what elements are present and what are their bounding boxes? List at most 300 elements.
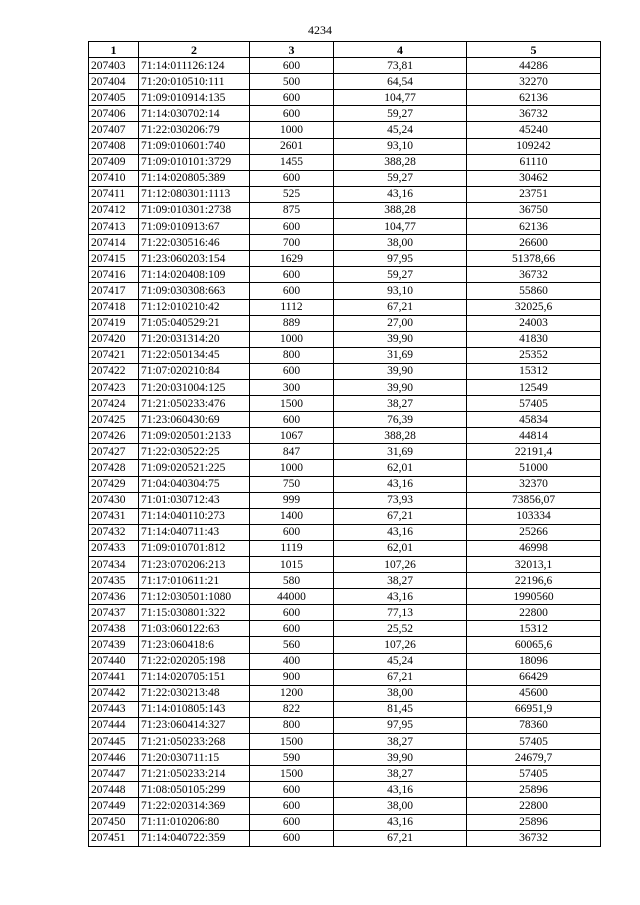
cadastral-number-cell: 71:01:030712:43 (139, 492, 250, 508)
area-cell: 822 (250, 701, 334, 717)
table-row (89, 605, 601, 621)
table-row (89, 637, 601, 653)
record-number-cell: 207430 (89, 492, 139, 508)
table-row (89, 669, 601, 685)
cadastral-number-cell: 71:14:040711:43 (139, 524, 250, 540)
table-row (89, 202, 601, 218)
table-row (89, 283, 601, 299)
table-row (89, 734, 601, 750)
cadastral-number-cell: 71:23:060430:69 (139, 412, 250, 428)
value-cell: 109242 (467, 138, 601, 154)
value-cell: 51378,66 (467, 251, 601, 267)
table-row (89, 830, 601, 846)
record-number-cell: 207407 (89, 122, 139, 138)
area-cell: 1500 (250, 766, 334, 782)
value-cell: 25896 (467, 814, 601, 830)
rate-cell: 93,10 (334, 283, 467, 299)
column-header-4: 4 (334, 42, 467, 58)
area-cell: 600 (250, 58, 334, 74)
area-cell: 600 (250, 524, 334, 540)
rate-cell: 43,16 (334, 186, 467, 202)
record-number-cell: 207404 (89, 74, 139, 90)
rate-cell: 388,28 (334, 154, 467, 170)
value-cell: 55860 (467, 283, 601, 299)
area-cell: 525 (250, 186, 334, 202)
value-cell: 36750 (467, 202, 601, 218)
record-number-cell: 207412 (89, 202, 139, 218)
area-cell: 500 (250, 74, 334, 90)
value-cell: 103334 (467, 508, 601, 524)
rate-cell: 38,00 (334, 685, 467, 701)
area-cell: 600 (250, 782, 334, 798)
record-number-cell: 207414 (89, 235, 139, 251)
value-cell: 30462 (467, 170, 601, 186)
rate-cell: 38,00 (334, 798, 467, 814)
area-cell: 600 (250, 621, 334, 637)
record-number-cell: 207421 (89, 347, 139, 363)
rate-cell: 81,45 (334, 701, 467, 717)
rate-cell: 45,24 (334, 653, 467, 669)
cadastral-number-cell: 71:09:010913:67 (139, 219, 250, 235)
rate-cell: 38,27 (334, 573, 467, 589)
rate-cell: 67,21 (334, 299, 467, 315)
value-cell: 66429 (467, 669, 601, 685)
value-cell: 36732 (467, 830, 601, 846)
value-cell: 45834 (467, 412, 601, 428)
rate-cell: 38,27 (334, 766, 467, 782)
value-cell: 26600 (467, 235, 601, 251)
rate-cell: 104,77 (334, 90, 467, 106)
record-number-cell: 207408 (89, 138, 139, 154)
cadastral-number-cell: 71:22:020314:369 (139, 798, 250, 814)
page-number: 4234 (308, 23, 332, 37)
record-number-cell: 207444 (89, 717, 139, 733)
area-cell: 1500 (250, 734, 334, 750)
record-number-cell: 207427 (89, 444, 139, 460)
value-cell: 60065,6 (467, 637, 601, 653)
record-number-cell: 207437 (89, 605, 139, 621)
cadastral-number-cell: 71:22:020205:198 (139, 653, 250, 669)
value-cell: 41830 (467, 331, 601, 347)
table-row (89, 750, 601, 766)
rate-cell: 38,00 (334, 235, 467, 251)
rate-cell: 43,16 (334, 814, 467, 830)
area-cell: 1067 (250, 428, 334, 444)
table-row (89, 540, 601, 556)
area-cell: 999 (250, 492, 334, 508)
area-cell: 750 (250, 476, 334, 492)
record-number-cell: 207420 (89, 331, 139, 347)
rate-cell: 388,28 (334, 202, 467, 218)
cadastral-number-cell: 71:09:030308:663 (139, 283, 250, 299)
rate-cell: 43,16 (334, 524, 467, 540)
record-number-cell: 207451 (89, 830, 139, 846)
area-cell: 1000 (250, 460, 334, 476)
value-cell: 73856,07 (467, 492, 601, 508)
table-row (89, 251, 601, 267)
cadastral-number-cell: 71:20:031004:125 (139, 379, 250, 395)
table-row (89, 701, 601, 717)
table-row (89, 347, 601, 363)
column-header-5: 5 (467, 42, 601, 58)
value-cell: 66951,9 (467, 701, 601, 717)
value-cell: 44286 (467, 58, 601, 74)
record-number-cell: 207448 (89, 782, 139, 798)
cadastral-number-cell: 71:17:010611:21 (139, 573, 250, 589)
value-cell: 51000 (467, 460, 601, 476)
record-number-cell: 207435 (89, 573, 139, 589)
value-cell: 22800 (467, 798, 601, 814)
record-number-cell: 207443 (89, 701, 139, 717)
table-row (89, 74, 601, 90)
value-cell: 62136 (467, 90, 601, 106)
cadastral-number-cell: 71:14:040722:359 (139, 830, 250, 846)
cadastral-number-cell: 71:23:060203:154 (139, 251, 250, 267)
table-row (89, 363, 601, 379)
cadastral-number-cell: 71:22:030206:79 (139, 122, 250, 138)
record-number-cell: 207438 (89, 621, 139, 637)
rate-cell: 43,16 (334, 476, 467, 492)
rate-cell: 45,24 (334, 122, 467, 138)
area-cell: 600 (250, 363, 334, 379)
rate-cell: 62,01 (334, 540, 467, 556)
rate-cell: 43,16 (334, 782, 467, 798)
area-cell: 300 (250, 379, 334, 395)
value-cell: 22800 (467, 605, 601, 621)
record-number-cell: 207433 (89, 540, 139, 556)
value-cell: 15312 (467, 363, 601, 379)
area-cell: 2601 (250, 138, 334, 154)
rate-cell: 39,90 (334, 379, 467, 395)
record-number-cell: 207422 (89, 363, 139, 379)
rate-cell: 38,27 (334, 734, 467, 750)
record-number-cell: 207405 (89, 90, 139, 106)
area-cell: 600 (250, 830, 334, 846)
rate-cell: 67,21 (334, 669, 467, 685)
table-row (89, 444, 601, 460)
cadastral-number-cell: 71:23:060414:327 (139, 717, 250, 733)
rate-cell: 73,81 (334, 58, 467, 74)
cadastral-number-cell: 71:08:050105:299 (139, 782, 250, 798)
cadastral-number-cell: 71:21:050233:476 (139, 396, 250, 412)
table-row (89, 235, 601, 251)
area-cell: 900 (250, 669, 334, 685)
record-number-cell: 207413 (89, 219, 139, 235)
record-number-cell: 207450 (89, 814, 139, 830)
area-cell: 1015 (250, 557, 334, 573)
record-number-cell: 207432 (89, 524, 139, 540)
record-number-cell: 207406 (89, 106, 139, 122)
cadastral-number-cell: 71:09:010101:3729 (139, 154, 250, 170)
table-row (89, 106, 601, 122)
table-row (89, 219, 601, 235)
value-cell: 32013,1 (467, 557, 601, 573)
data-table (88, 41, 601, 847)
value-cell: 22196,6 (467, 573, 601, 589)
cadastral-number-cell: 71:20:030711:15 (139, 750, 250, 766)
value-cell: 25896 (467, 782, 601, 798)
table-row (89, 315, 601, 331)
rate-cell: 97,95 (334, 717, 467, 733)
record-number-cell: 207436 (89, 589, 139, 605)
rate-cell: 31,69 (334, 444, 467, 460)
table-row (89, 90, 601, 106)
cadastral-number-cell: 71:14:030702:14 (139, 106, 250, 122)
area-cell: 600 (250, 814, 334, 830)
value-cell: 1990560 (467, 589, 601, 605)
table-row (89, 299, 601, 315)
area-cell: 1119 (250, 540, 334, 556)
value-cell: 46998 (467, 540, 601, 556)
record-number-cell: 207416 (89, 267, 139, 283)
table-row (89, 621, 601, 637)
table-row (89, 267, 601, 283)
cadastral-number-cell: 71:23:060418:6 (139, 637, 250, 653)
rate-cell: 39,90 (334, 750, 467, 766)
table-body (89, 58, 601, 847)
cadastral-number-cell: 71:07:020210:84 (139, 363, 250, 379)
table-row (89, 573, 601, 589)
rate-cell: 67,21 (334, 830, 467, 846)
table-row (89, 685, 601, 701)
cadastral-number-cell: 71:20:010510:111 (139, 74, 250, 90)
record-number-cell: 207418 (89, 299, 139, 315)
rate-cell: 77,13 (334, 605, 467, 621)
area-cell: 600 (250, 170, 334, 186)
value-cell: 45600 (467, 685, 601, 701)
value-cell: 32370 (467, 476, 601, 492)
rate-cell: 31,69 (334, 347, 467, 363)
record-number-cell: 207410 (89, 170, 139, 186)
record-number-cell: 207426 (89, 428, 139, 444)
rate-cell: 25,52 (334, 621, 467, 637)
record-number-cell: 207429 (89, 476, 139, 492)
record-number-cell: 207440 (89, 653, 139, 669)
area-cell: 600 (250, 283, 334, 299)
record-number-cell: 207411 (89, 186, 139, 202)
cadastral-number-cell: 71:22:030516:46 (139, 235, 250, 251)
value-cell: 57405 (467, 396, 601, 412)
area-cell: 1629 (250, 251, 334, 267)
area-cell: 1000 (250, 331, 334, 347)
column-header-3: 3 (250, 42, 334, 58)
table-row (89, 492, 601, 508)
table-row (89, 122, 601, 138)
area-cell: 600 (250, 412, 334, 428)
value-cell: 78360 (467, 717, 601, 733)
rate-cell: 27,00 (334, 315, 467, 331)
area-cell: 600 (250, 219, 334, 235)
cadastral-number-cell: 71:04:040304:75 (139, 476, 250, 492)
table-row (89, 186, 601, 202)
table-row (89, 460, 601, 476)
cadastral-number-cell: 71:22:030213:48 (139, 685, 250, 701)
area-cell: 889 (250, 315, 334, 331)
record-number-cell: 207445 (89, 734, 139, 750)
rate-cell: 104,77 (334, 219, 467, 235)
value-cell: 24003 (467, 315, 601, 331)
cadastral-number-cell: 71:20:031314:20 (139, 331, 250, 347)
record-number-cell: 207442 (89, 685, 139, 701)
area-cell: 700 (250, 235, 334, 251)
record-number-cell: 207439 (89, 637, 139, 653)
record-number-cell: 207434 (89, 557, 139, 573)
area-cell: 1400 (250, 508, 334, 524)
cadastral-number-cell: 71:09:020501:2133 (139, 428, 250, 444)
cadastral-number-cell: 71:14:020408:109 (139, 267, 250, 283)
area-cell: 590 (250, 750, 334, 766)
rate-cell: 39,90 (334, 363, 467, 379)
column-header-2: 2 (139, 42, 250, 58)
record-number-cell: 207431 (89, 508, 139, 524)
rate-cell: 76,39 (334, 412, 467, 428)
value-cell: 45240 (467, 122, 601, 138)
cadastral-number-cell: 71:12:030501:1080 (139, 589, 250, 605)
table-row (89, 428, 601, 444)
rate-cell: 59,27 (334, 170, 467, 186)
value-cell: 61110 (467, 154, 601, 170)
cadastral-number-cell: 71:14:011126:124 (139, 58, 250, 74)
cadastral-number-cell: 71:09:010601:740 (139, 138, 250, 154)
table-header-row (89, 42, 601, 58)
cadastral-number-cell: 71:12:080301:1113 (139, 186, 250, 202)
value-cell: 24679,7 (467, 750, 601, 766)
area-cell: 600 (250, 106, 334, 122)
area-cell: 800 (250, 717, 334, 733)
rate-cell: 43,16 (334, 589, 467, 605)
record-number-cell: 207403 (89, 58, 139, 74)
rate-cell: 59,27 (334, 267, 467, 283)
area-cell: 600 (250, 90, 334, 106)
rate-cell: 59,27 (334, 106, 467, 122)
rate-cell: 73,93 (334, 492, 467, 508)
cadastral-number-cell: 71:21:050233:268 (139, 734, 250, 750)
table-row (89, 58, 601, 74)
area-cell: 580 (250, 573, 334, 589)
rate-cell: 38,27 (334, 396, 467, 412)
table-row (89, 717, 601, 733)
value-cell: 15312 (467, 621, 601, 637)
value-cell: 23751 (467, 186, 601, 202)
table-row (89, 557, 601, 573)
rate-cell: 64,54 (334, 74, 467, 90)
value-cell: 44814 (467, 428, 601, 444)
value-cell: 12549 (467, 379, 601, 395)
value-cell: 36732 (467, 267, 601, 283)
record-number-cell: 207409 (89, 154, 139, 170)
record-number-cell: 207446 (89, 750, 139, 766)
table-row (89, 766, 601, 782)
rate-cell: 67,21 (334, 508, 467, 524)
rate-cell: 93,10 (334, 138, 467, 154)
record-number-cell: 207423 (89, 379, 139, 395)
table-row (89, 508, 601, 524)
cadastral-number-cell: 71:11:010206:80 (139, 814, 250, 830)
area-cell: 847 (250, 444, 334, 460)
record-number-cell: 207424 (89, 396, 139, 412)
rate-cell: 107,26 (334, 637, 467, 653)
value-cell: 18096 (467, 653, 601, 669)
table-row (89, 814, 601, 830)
cadastral-number-cell: 71:14:040110:273 (139, 508, 250, 524)
cadastral-number-cell: 71:14:020805:389 (139, 170, 250, 186)
rate-cell: 97,95 (334, 251, 467, 267)
cadastral-number-cell: 71:14:020705:151 (139, 669, 250, 685)
record-number-cell: 207425 (89, 412, 139, 428)
area-cell: 1112 (250, 299, 334, 315)
table-row (89, 138, 601, 154)
area-cell: 400 (250, 653, 334, 669)
cadastral-number-cell: 71:09:010301:2738 (139, 202, 250, 218)
cadastral-number-cell: 71:22:050134:45 (139, 347, 250, 363)
record-number-cell: 207441 (89, 669, 139, 685)
area-cell: 1000 (250, 122, 334, 138)
area-cell: 1200 (250, 685, 334, 701)
table-row (89, 589, 601, 605)
area-cell: 1500 (250, 396, 334, 412)
area-cell: 875 (250, 202, 334, 218)
cadastral-number-cell: 71:15:030801:322 (139, 605, 250, 621)
table-row (89, 396, 601, 412)
cadastral-number-cell: 71:14:010805:143 (139, 701, 250, 717)
cadastral-number-cell: 71:09:010914:135 (139, 90, 250, 106)
area-cell: 600 (250, 798, 334, 814)
value-cell: 36732 (467, 106, 601, 122)
cadastral-number-cell: 71:09:010701:812 (139, 540, 250, 556)
value-cell: 32270 (467, 74, 601, 90)
record-number-cell: 207447 (89, 766, 139, 782)
value-cell: 25266 (467, 524, 601, 540)
rate-cell: 388,28 (334, 428, 467, 444)
table-row (89, 154, 601, 170)
value-cell: 62136 (467, 219, 601, 235)
table-row (89, 653, 601, 669)
area-cell: 560 (250, 637, 334, 653)
table-row (89, 170, 601, 186)
column-header-1: 1 (89, 42, 139, 58)
cadastral-number-cell: 71:23:070206:213 (139, 557, 250, 573)
area-cell: 1455 (250, 154, 334, 170)
table-row (89, 476, 601, 492)
cadastral-number-cell: 71:03:060122:63 (139, 621, 250, 637)
record-number-cell: 207428 (89, 460, 139, 476)
value-cell: 32025,6 (467, 299, 601, 315)
table-row (89, 782, 601, 798)
table-row (89, 412, 601, 428)
table-row (89, 524, 601, 540)
cadastral-number-cell: 71:22:030522:25 (139, 444, 250, 460)
value-cell: 25352 (467, 347, 601, 363)
cadastral-number-cell: 71:21:050233:214 (139, 766, 250, 782)
record-number-cell: 207449 (89, 798, 139, 814)
table-row (89, 798, 601, 814)
value-cell: 22191,4 (467, 444, 601, 460)
area-cell: 800 (250, 347, 334, 363)
area-cell: 600 (250, 267, 334, 283)
area-cell: 44000 (250, 589, 334, 605)
rate-cell: 107,26 (334, 557, 467, 573)
rate-cell: 39,90 (334, 331, 467, 347)
table-row (89, 331, 601, 347)
area-cell: 600 (250, 605, 334, 621)
value-cell: 57405 (467, 766, 601, 782)
cadastral-number-cell: 71:09:020521:225 (139, 460, 250, 476)
record-number-cell: 207417 (89, 283, 139, 299)
rate-cell: 62,01 (334, 460, 467, 476)
table-row (89, 379, 601, 395)
cadastral-number-cell: 71:05:040529:21 (139, 315, 250, 331)
value-cell: 57405 (467, 734, 601, 750)
